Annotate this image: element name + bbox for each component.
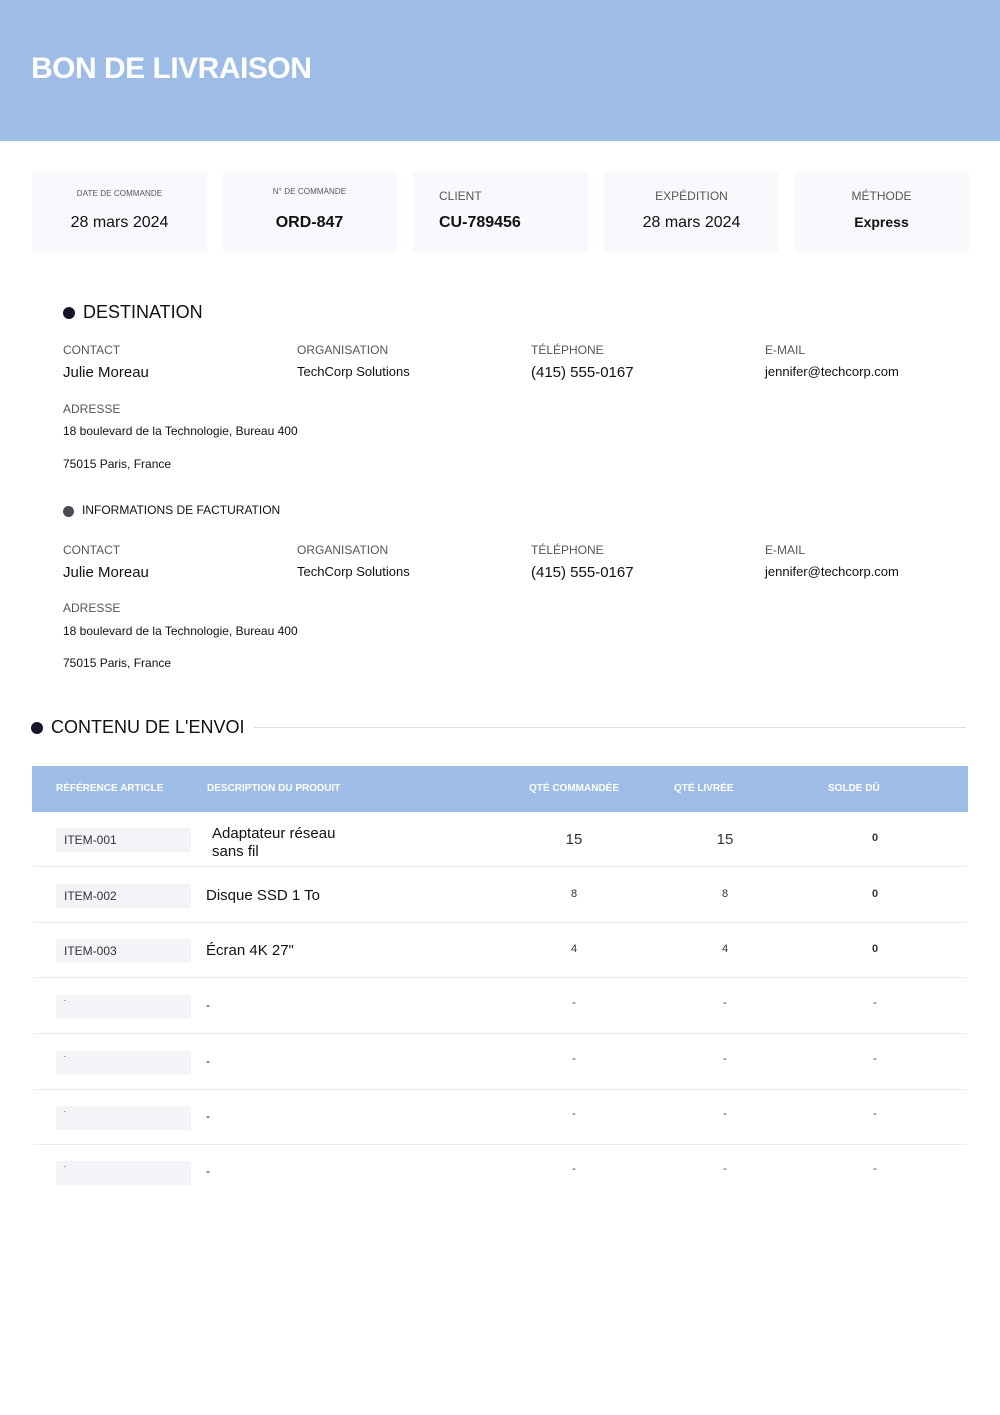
billing-section-title	[63, 502, 280, 517]
summary-value: 28 mars 2024	[70, 214, 169, 231]
billing-phone: (415) 555-0167	[531, 564, 634, 581]
row-balance: 0	[871, 943, 879, 955]
destination-address-label: ADRESSE	[63, 402, 121, 416]
summary-label: EXPÉDITION	[655, 189, 728, 203]
table-row	[34, 1090, 966, 1145]
destination-address-line2: 75015 Paris, France	[63, 457, 172, 471]
section-divider	[254, 727, 966, 728]
column-header-description: DESCRIPTION DU PRODUIT	[207, 783, 341, 794]
row-balance: -	[873, 997, 877, 1009]
destination-title: DESTINATION	[83, 302, 203, 322]
destination-organisation: TechCorp Solutions	[297, 364, 410, 379]
billing-email-label: E-MAIL	[765, 543, 806, 557]
row-ordered: -	[572, 997, 576, 1009]
row-balance: -	[873, 1053, 877, 1065]
billing-address-label: ADRESSE	[63, 601, 121, 615]
row-description	[212, 825, 335, 861]
billing-contact: Julie Moreau	[63, 564, 149, 581]
bullet-dot-icon	[31, 722, 43, 734]
row-delivered: -	[723, 1108, 727, 1120]
document-header	[0, 0, 1000, 141]
summary-card-shipping	[604, 172, 779, 252]
row-description: -	[206, 1164, 210, 1178]
row-reference: -	[56, 1106, 191, 1130]
shipment-title: CONTENU DE L'ENVOI	[51, 717, 245, 737]
destination-email-label: E-MAIL	[765, 343, 806, 357]
table-row	[34, 868, 966, 923]
summary-card-client	[413, 172, 588, 252]
row-description: -	[206, 1054, 210, 1068]
row-ordered: -	[572, 1108, 576, 1120]
bullet-dot-icon	[63, 506, 74, 517]
row-balance: -	[873, 1163, 877, 1175]
document-title: BON DE LIVRAISON	[31, 52, 312, 85]
row-delivered: -	[723, 1163, 727, 1175]
table-row	[34, 812, 966, 867]
row-reference: -	[56, 1051, 191, 1075]
row-reference: -	[56, 995, 191, 1019]
row-reference: ITEM-002	[56, 884, 191, 908]
summary-cards	[32, 172, 968, 252]
billing-title: INFORMATIONS DE FACTURATION	[82, 502, 281, 517]
destination-section-title	[63, 302, 203, 323]
summary-value: ORD-847	[275, 214, 344, 231]
summary-label: N° DE COMMANDE	[272, 187, 347, 196]
row-delivered: 8	[721, 888, 729, 900]
row-description: Écran 4K 27"	[206, 942, 294, 959]
row-ordered: 15	[565, 831, 583, 848]
column-header-delivered: QTÉ LIVRÉE	[674, 783, 734, 794]
row-description-line1: Adaptateur réseau	[212, 825, 336, 842]
table-row	[34, 1035, 966, 1090]
summary-value: CU-789456	[439, 214, 521, 231]
destination-phone: (415) 555-0167	[531, 364, 634, 381]
summary-label: DATE DE COMMANDE	[76, 189, 163, 198]
table-row	[34, 979, 966, 1034]
billing-organisation-label: ORGANISATION	[297, 543, 389, 557]
row-balance: 0	[871, 832, 879, 844]
destination-address-line1: 18 boulevard de la Technologie, Bureau 400	[63, 424, 298, 438]
billing-phone-label: TÉLÉPHONE	[531, 543, 604, 557]
summary-card-order-date	[32, 172, 207, 252]
row-description-line2: sans fil	[212, 843, 259, 860]
row-reference: ITEM-001	[56, 828, 191, 852]
summary-card-order-number	[222, 172, 397, 252]
summary-value: 28 mars 2024	[642, 214, 741, 231]
row-ordered: 4	[570, 943, 578, 955]
billing-email: jennifer@techcorp.com	[765, 564, 899, 579]
row-delivered: -	[723, 997, 727, 1009]
bullet-dot-icon	[63, 307, 75, 319]
row-ordered: -	[572, 1053, 576, 1065]
row-description: -	[206, 1109, 210, 1123]
shipment-section-title	[31, 717, 244, 738]
column-header-balance: SOLDE DÛ	[828, 783, 880, 794]
summary-card-method	[794, 172, 969, 252]
destination-email: jennifer@techcorp.com	[765, 364, 899, 379]
row-description: -	[206, 998, 210, 1012]
row-delivered: 15	[716, 831, 734, 848]
row-delivered: -	[723, 1053, 727, 1065]
destination-contact: Julie Moreau	[63, 364, 149, 381]
summary-value: Express	[854, 214, 909, 230]
row-balance: -	[873, 1108, 877, 1120]
row-delivered: 4	[721, 943, 729, 955]
column-header-ordered: QTÉ COMMANDÉE	[529, 783, 619, 794]
row-reference: ITEM-003	[56, 939, 191, 963]
destination-organisation-label: ORGANISATION	[297, 343, 389, 357]
table-row	[34, 1145, 966, 1200]
column-header-reference: RÉFÉRENCE ARTICLE	[56, 783, 164, 794]
table-header	[32, 766, 968, 812]
billing-address-line1: 18 boulevard de la Technologie, Bureau 400	[63, 624, 298, 638]
billing-organisation: TechCorp Solutions	[297, 564, 410, 579]
row-reference: -	[56, 1161, 191, 1185]
table-row	[34, 923, 966, 978]
billing-address-line2: 75015 Paris, France	[63, 656, 172, 670]
summary-label: CLIENT	[439, 189, 482, 203]
row-ordered: 8	[570, 888, 578, 900]
row-ordered: -	[572, 1163, 576, 1175]
billing-contact-label: CONTACT	[63, 543, 121, 557]
row-balance: 0	[871, 888, 879, 900]
destination-phone-label: TÉLÉPHONE	[531, 343, 604, 357]
summary-label: MÉTHODE	[851, 189, 912, 203]
destination-contact-label: CONTACT	[63, 343, 121, 357]
row-description: Disque SSD 1 To	[206, 887, 320, 904]
